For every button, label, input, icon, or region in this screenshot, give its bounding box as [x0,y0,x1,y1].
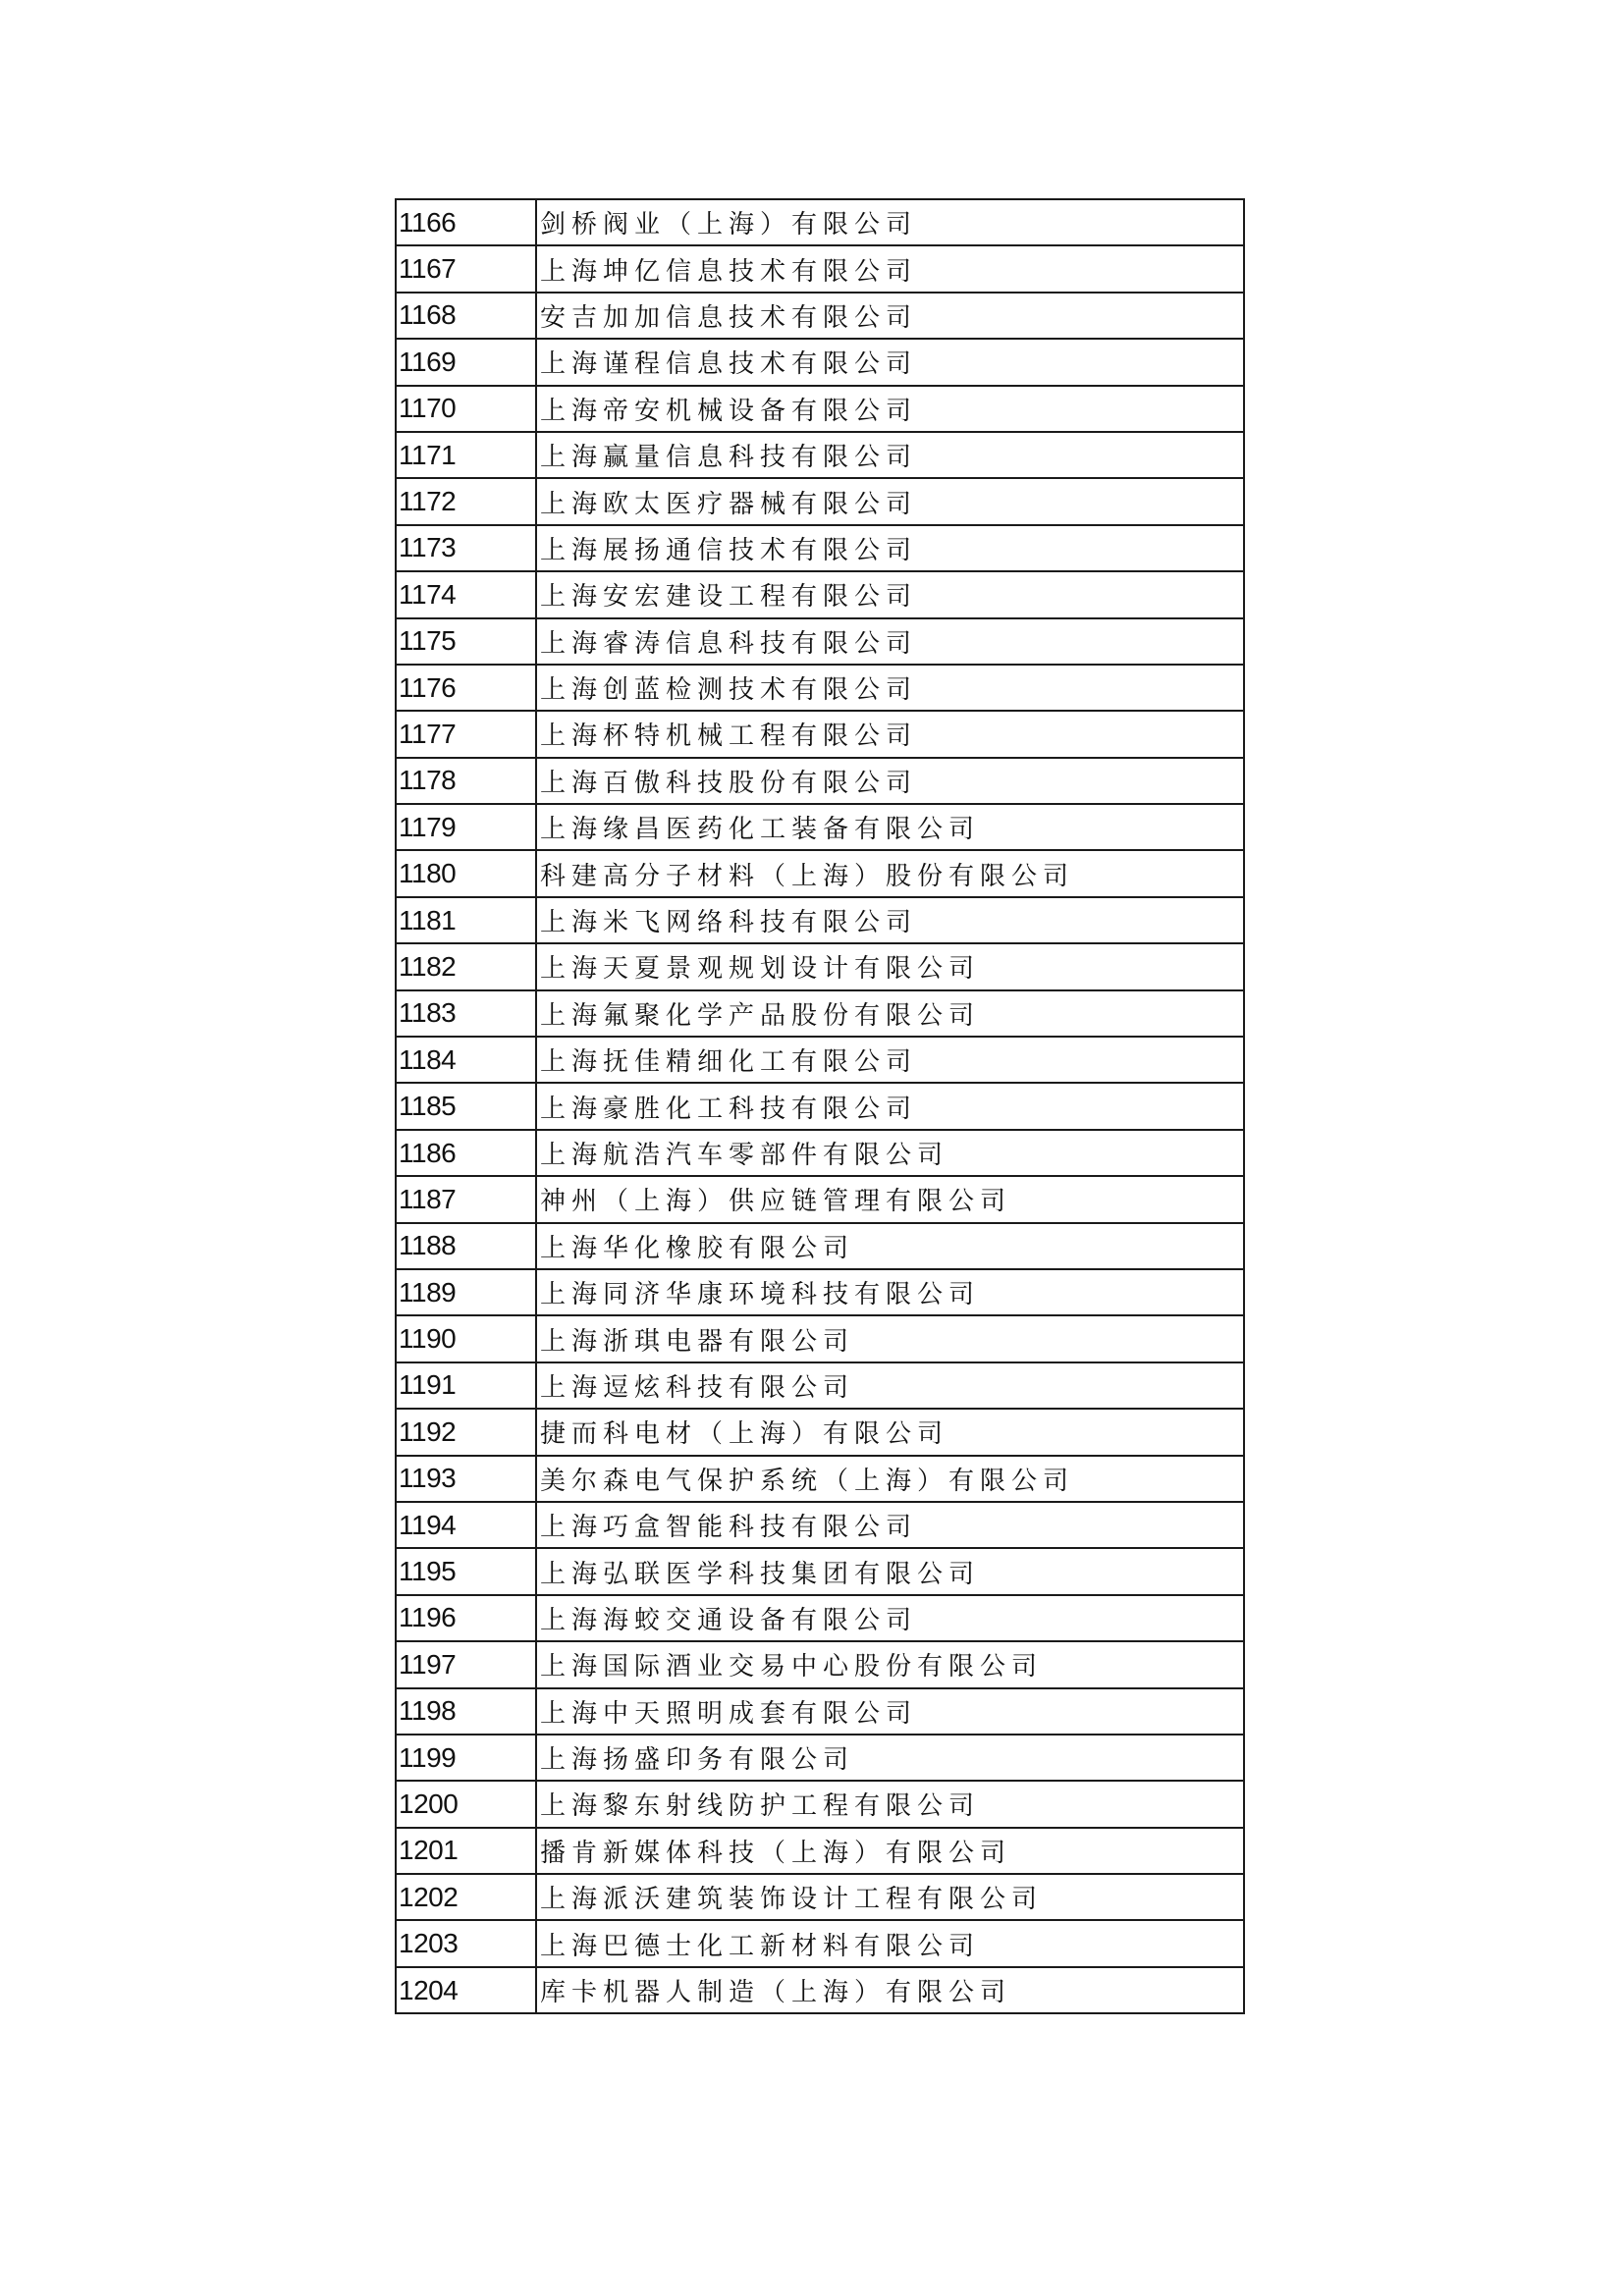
table-row [396,1874,1244,1920]
row-number: 1189 [396,1269,536,1315]
table-row [396,1595,1244,1641]
table-row [396,571,1244,617]
row-number: 1168 [396,293,536,339]
row-number: 1169 [396,339,536,385]
table-row [396,1735,1244,1781]
table-row [396,1920,1244,1966]
table-row [396,1641,1244,1687]
row-number: 1188 [396,1223,536,1269]
company-name: 美尔森电气保护系统（上海）有限公司 [536,1456,1244,1502]
table-row [396,1828,1244,1874]
company-name: 播肯新媒体科技（上海）有限公司 [536,1828,1244,1874]
row-number: 1193 [396,1456,536,1502]
company-name: 上海米飞网络科技有限公司 [536,897,1244,943]
table-row [396,386,1244,432]
table-row [396,199,1244,245]
row-number: 1167 [396,245,536,292]
company-name: 上海派沃建筑装饰设计工程有限公司 [536,1874,1244,1920]
company-name: 上海扬盛印务有限公司 [536,1735,1244,1781]
row-number: 1183 [396,990,536,1037]
table-row [396,293,1244,339]
table-row [396,1781,1244,1827]
row-number: 1194 [396,1502,536,1548]
company-name: 上海安宏建设工程有限公司 [536,571,1244,617]
company-name: 上海缘昌医药化工装备有限公司 [536,804,1244,850]
table-row [396,245,1244,292]
row-number: 1192 [396,1409,536,1455]
row-number: 1200 [396,1781,536,1827]
row-number: 1171 [396,432,536,478]
company-name: 上海国际酒业交易中心股份有限公司 [536,1641,1244,1687]
table-row [396,850,1244,896]
table-row [396,1548,1244,1594]
company-name: 上海杯特机械工程有限公司 [536,711,1244,757]
row-number: 1180 [396,850,536,896]
row-number: 1185 [396,1083,536,1129]
row-number: 1202 [396,1874,536,1920]
row-number: 1182 [396,943,536,989]
table-row [396,804,1244,850]
company-name: 上海同济华康环境科技有限公司 [536,1269,1244,1315]
row-number: 1181 [396,897,536,943]
table-body [396,199,1244,2013]
row-number: 1203 [396,1920,536,1966]
row-number: 1186 [396,1130,536,1176]
company-name: 上海浙琪电器有限公司 [536,1315,1244,1362]
table-row [396,478,1244,524]
table-row [396,943,1244,989]
company-name: 上海氟聚化学产品股份有限公司 [536,990,1244,1037]
company-name: 上海华化橡胶有限公司 [536,1223,1244,1269]
table-row [396,1130,1244,1176]
row-number: 1176 [396,665,536,711]
table-row [396,1456,1244,1502]
company-name: 上海中天照明成套有限公司 [536,1688,1244,1735]
company-name: 上海展扬通信技术有限公司 [536,525,1244,571]
company-name: 上海弘联医学科技集团有限公司 [536,1548,1244,1594]
row-number: 1170 [396,386,536,432]
row-number: 1195 [396,1548,536,1594]
table-row [396,665,1244,711]
row-number: 1172 [396,478,536,524]
table-row [396,1409,1244,1455]
company-list-table [395,198,1245,2014]
company-name: 上海坤亿信息技术有限公司 [536,245,1244,292]
company-name: 上海逗炫科技有限公司 [536,1362,1244,1409]
table-row [396,711,1244,757]
row-number: 1204 [396,1967,536,2013]
company-name: 上海豪胜化工科技有限公司 [536,1083,1244,1129]
company-name: 上海航浩汽车零部件有限公司 [536,1130,1244,1176]
table-row [396,897,1244,943]
table-row [396,1037,1244,1083]
company-name: 上海海蛟交通设备有限公司 [536,1595,1244,1641]
table-row [396,1083,1244,1129]
company-name: 上海黎东射线防护工程有限公司 [536,1781,1244,1827]
table-row [396,1967,1244,2013]
row-number: 1187 [396,1176,536,1222]
row-number: 1174 [396,571,536,617]
row-number: 1175 [396,618,536,665]
table-row [396,1269,1244,1315]
row-number: 1177 [396,711,536,757]
company-name: 上海创蓝检测技术有限公司 [536,665,1244,711]
table-row [396,1315,1244,1362]
company-name: 库卡机器人制造（上海）有限公司 [536,1967,1244,2013]
company-name: 科建高分子材料（上海）股份有限公司 [536,850,1244,896]
table-row [396,618,1244,665]
company-name: 上海百傲科技股份有限公司 [536,758,1244,804]
company-name: 上海巴德士化工新材料有限公司 [536,1920,1244,1966]
company-name: 上海欧太医疗器械有限公司 [536,478,1244,524]
table-row [396,339,1244,385]
company-name: 神州（上海）供应链管理有限公司 [536,1176,1244,1222]
row-number: 1197 [396,1641,536,1687]
table-row [396,990,1244,1037]
company-name: 上海赢量信息科技有限公司 [536,432,1244,478]
row-number: 1196 [396,1595,536,1641]
table-row [396,1223,1244,1269]
row-number: 1173 [396,525,536,571]
row-number: 1178 [396,758,536,804]
company-name: 上海抚佳精细化工有限公司 [536,1037,1244,1083]
row-number: 1179 [396,804,536,850]
table-row [396,1362,1244,1409]
table-row [396,525,1244,571]
company-name: 上海巧盒智能科技有限公司 [536,1502,1244,1548]
table-row [396,1176,1244,1222]
row-number: 1166 [396,199,536,245]
table-row [396,1688,1244,1735]
row-number: 1198 [396,1688,536,1735]
company-name: 上海帝安机械设备有限公司 [536,386,1244,432]
company-name: 上海谨程信息技术有限公司 [536,339,1244,385]
company-name: 上海天夏景观规划设计有限公司 [536,943,1244,989]
row-number: 1199 [396,1735,536,1781]
table-row [396,758,1244,804]
company-name: 剑桥阀业（上海）有限公司 [536,199,1244,245]
table-row [396,432,1244,478]
row-number: 1184 [396,1037,536,1083]
company-name: 上海睿涛信息科技有限公司 [536,618,1244,665]
company-name: 捷而科电材（上海）有限公司 [536,1409,1244,1455]
row-number: 1190 [396,1315,536,1362]
table-row [396,1502,1244,1548]
row-number: 1191 [396,1362,536,1409]
row-number: 1201 [396,1828,536,1874]
company-name: 安吉加加信息技术有限公司 [536,293,1244,339]
